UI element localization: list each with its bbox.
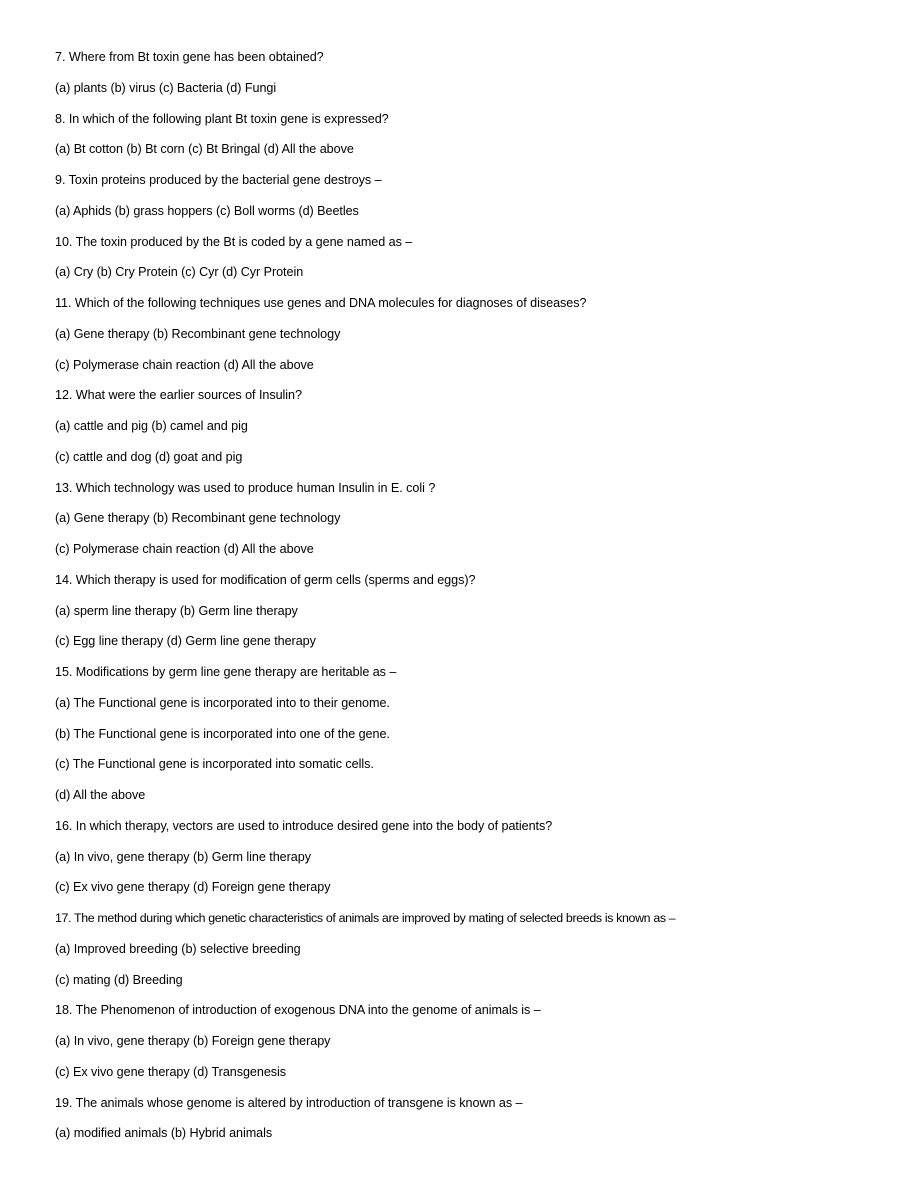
question-18-text: 18. The Phenomenon of introduction of exogenous DNA into the genome of animals is – [55, 1003, 541, 1018]
question-17-options-ab: (a) Improved breeding (b) selective breeding [55, 941, 301, 956]
question-9-text: 9. Toxin proteins produced by the bacterial gene destroys – [55, 173, 382, 187]
question-14-text: 14. Which therapy is used for modification of germ cells (sperms and eggs)? [55, 572, 476, 587]
question-9-options: (a) Aphids (b) grass hoppers (c) Boll worms (d) Beetles [55, 203, 359, 218]
question-8-text: 8. In which of the following plant Bt toxin gene is expressed? [55, 111, 389, 126]
question-15-option-c: (c) The Functional gene is incorporated into somatic cells. [55, 757, 374, 772]
question-13-options-cd: (c) Polymerase chain reaction (d) All the above [55, 542, 314, 556]
question-11-text: 11. Which of the following techniques use genes and DNA molecules for diagnoses of diseases? [55, 296, 587, 310]
question-17-options-cd: (c) mating (d) Breeding [55, 972, 183, 987]
question-10-options: (a) Cry (b) Cry Protein (c) Cyr (d) Cyr Protein [55, 265, 304, 280]
question-18-options-ab: (a) In vivo, gene therapy (b) Foreign gene therapy [55, 1034, 331, 1048]
question-14-options-cd: (c) Egg line therapy (d) Germ line gene therapy [55, 634, 316, 649]
question-15-option-b: (b) The Functional gene is incorporated into one of the gene. [55, 726, 390, 741]
question-17-text: 17. The method during which genetic characteristics of animals are improved by mating of selected breeds is known as – [55, 911, 676, 925]
question-11-options-ab: (a) Gene therapy (b) Recombinant gene technology [55, 326, 341, 341]
question-19-options-ab: (a) modified animals (b) Hybrid animals [55, 1126, 273, 1141]
question-16-text: 16. In which therapy, vectors are used to introduce desired gene into the body of patients? [55, 818, 553, 833]
question-12-options-ab: (a) cattle and pig (b) camel and pig [55, 419, 248, 433]
question-10-text: 10. The toxin produced by the Bt is coded by a gene named as – [55, 234, 413, 249]
question-15-option-d: (d) All the above [55, 788, 146, 802]
question-7-options: (a) plants (b) virus (c) Bacteria (d) Fungi [55, 80, 277, 95]
question-12-text: 12. What were the earlier sources of Insulin? [55, 388, 302, 403]
document-page [55, 48, 875, 1155]
question-12-options-cd: (c) cattle and dog (d) goat and pig [55, 449, 243, 464]
question-15-text: 15. Modifications by germ line gene therapy are heritable as – [55, 665, 397, 679]
question-14-options-ab: (a) sperm line therapy (b) Germ line therapy [55, 603, 298, 618]
question-13-text: 13. Which technology was used to produce human Insulin in E. coli ? [55, 480, 436, 495]
question-16-options-ab: (a) In vivo, gene therapy (b) Germ line therapy [55, 849, 311, 864]
question-16-options-cd: (c) Ex vivo gene therapy (d) Foreign gene therapy [55, 880, 331, 895]
question-19-text: 19. The animals whose genome is altered by introduction of transgene is known as – [55, 1095, 523, 1110]
question-13-options-ab: (a) Gene therapy (b) Recombinant gene technology [55, 511, 341, 526]
question-7-text: 7. Where from Bt toxin gene has been obtained? [55, 50, 324, 64]
question-15-option-a: (a) The Functional gene is incorporated into to their genome. [55, 695, 390, 710]
question-18-options-cd: (c) Ex vivo gene therapy (d) Transgenesis [55, 1064, 287, 1079]
question-8-options: (a) Bt cotton (b) Bt corn (c) Bt Bringal (d) All the above [55, 142, 354, 157]
question-11-options-cd: (c) Polymerase chain reaction (d) All the above [55, 357, 314, 372]
